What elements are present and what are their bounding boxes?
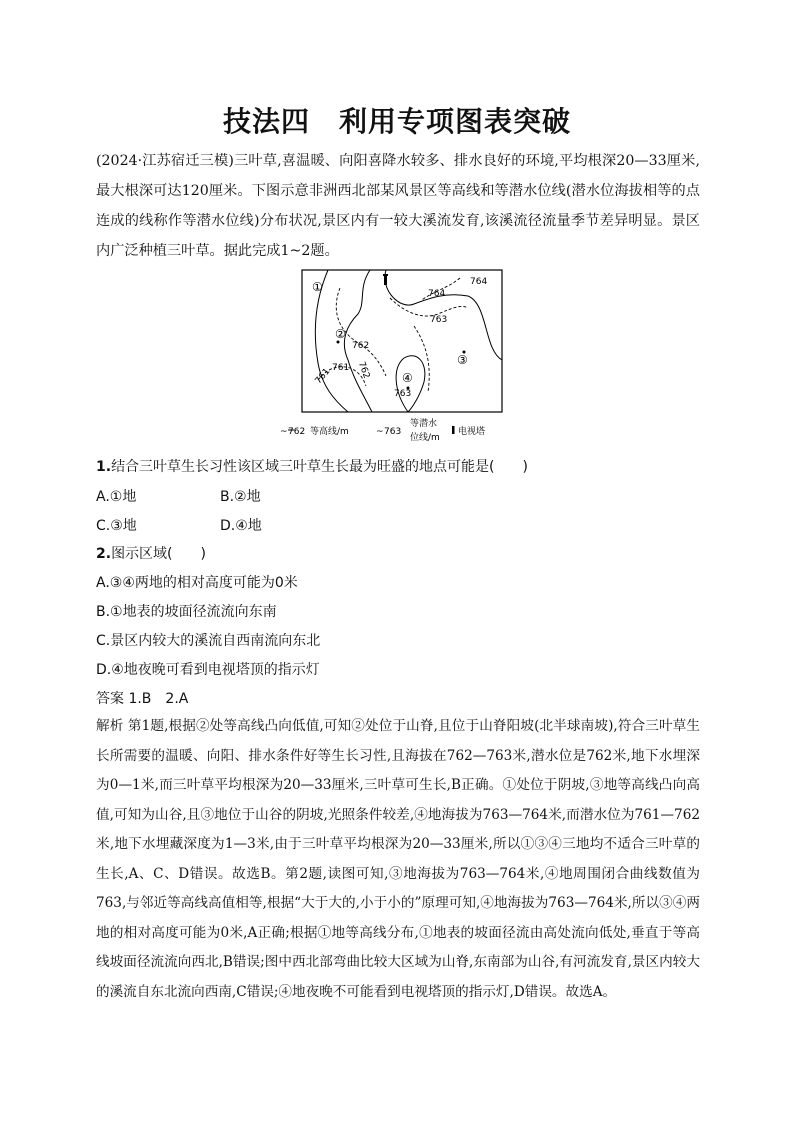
question-1 bbox=[96, 456, 528, 476]
explanation bbox=[96, 712, 700, 1007]
label-762-a: 762 bbox=[352, 341, 370, 351]
question-2-stem: 图示区域( ) bbox=[111, 546, 206, 562]
q1-option-d: D.④地 bbox=[220, 518, 262, 534]
legend-contour-sample: 762 bbox=[288, 427, 306, 437]
q1-option-b: B.②地 bbox=[220, 489, 261, 505]
answer-text: 1.B 2.A bbox=[124, 691, 189, 707]
point-1-label: ① bbox=[312, 280, 323, 294]
legend-contour-prefix: ~ bbox=[280, 427, 288, 437]
q1-option-a: A.①地 bbox=[96, 489, 137, 505]
page-title: 技法四 利用专项图表突破 bbox=[222, 105, 571, 138]
question-2 bbox=[96, 543, 206, 563]
label-763-mid: 763 bbox=[430, 315, 448, 325]
answer-line bbox=[96, 688, 188, 708]
legend-tower-text: 电视塔 bbox=[458, 427, 486, 437]
question-1-stem: 结合三叶草生长习性该区域三叶草生长最为旺盛的地点可能是( ) bbox=[111, 459, 528, 475]
contour-map bbox=[280, 268, 505, 443]
legend bbox=[280, 417, 485, 443]
point-3-dot bbox=[463, 351, 466, 354]
legend-contour-text: 等高线/m bbox=[310, 427, 349, 437]
label-762-b: 762 bbox=[355, 360, 372, 381]
question-2-number: 2. bbox=[96, 546, 112, 562]
legend-water-text-1: 等潜水 bbox=[410, 419, 438, 429]
point-4-label: ④ bbox=[402, 371, 413, 385]
label-764-ne: 764 bbox=[470, 277, 488, 287]
point-3-label: ③ bbox=[457, 353, 468, 367]
legend-water-sample: 763 bbox=[384, 427, 402, 437]
contour-map-figure bbox=[280, 268, 505, 447]
intro-paragraph: (2024·江苏宿迁三模)三叶草,喜温暖、向阳喜降水较多、排水良好的环境,平均根深20—33厘米,最大根深可达120厘米。下图示意非洲西北部某风景区等高线和等潜水位线(潜水位海拔相等的点连成的线称作等潜水位线)分布状况,景区内有一较大溪流发育,该溪流径流量季节差异明显。景区内广泛种植三叶草。据此完成1~2题。 bbox=[96, 153, 700, 259]
label-763-closed: 763 bbox=[394, 389, 412, 399]
explanation-text: 第1题,根据②处等高线凸向低值,可知②处位于山脊,且位于山脊阳坡(北半球南坡),符合三叶草生长所需要的温暖、向阳、排水条件好等生长习性,且海拔在762—763米,潜水位是762米,地下水埋深为0—1米,而三叶草平均根深为20—33厘米,三叶草可生长,B正确。①处位于阴坡,③地等高线凸向高值,可知为山谷,且③地位于山谷的阴坡,光照条件较差,④地海拔为763—764米,而潜水位为761—762米,地下水埋藏深度为1—3米,由于三叶草平均根深为20—33厘米,所以①③④三地均不适合三叶草的生长,A、C、D错误。故选B。第2题,读图可知,③地海拔为763—764米,④地周围闭合曲线数值为763,与邻近等高线高值相等,根据“大于大的,小于小的”原理可知,④地海拔为763—764米,所以③④两地的相对高度可能为0米,A正确;根据①地等高线分布,①地表的坡面径流由高处流向低处,垂直于等高线坡面径流流向西北,B错误;图中西北部弯曲比较大区域为山脊,东南部为山谷,有河流发育,景区内较大的溪流自东北流向西南,C错误;④地夜晚不可能看到电视塔顶的指示灯,D错误。故选A。 bbox=[96, 718, 701, 1000]
q2-option-d: D.④地夜晚可看到电视塔顶的指示灯 bbox=[96, 662, 320, 678]
label-761-a: 761 bbox=[332, 363, 350, 373]
q1-option-c: C.③地 bbox=[96, 518, 137, 534]
legend-water-text-2: 位线/m bbox=[410, 433, 440, 443]
question-1-number: 1. bbox=[96, 459, 112, 475]
point-2-label: ② bbox=[335, 327, 346, 341]
legend-water-prefix: ~ bbox=[376, 427, 384, 437]
q2-option-b: B.①地表的坡面径流流向东南 bbox=[96, 604, 277, 620]
label-761-b: 761 bbox=[313, 366, 333, 387]
q2-option-c: C.景区内较大的溪流自西南流向东北 bbox=[96, 633, 321, 649]
label-764-top: 764 bbox=[428, 289, 446, 299]
q2-option-a: A.③④两地的相对高度可能为0米 bbox=[96, 575, 298, 591]
answer-label: 答案 bbox=[96, 691, 124, 707]
legend-tower-icon bbox=[452, 426, 455, 434]
explanation-label: 解析 bbox=[96, 718, 124, 734]
point-2-dot bbox=[337, 341, 340, 344]
